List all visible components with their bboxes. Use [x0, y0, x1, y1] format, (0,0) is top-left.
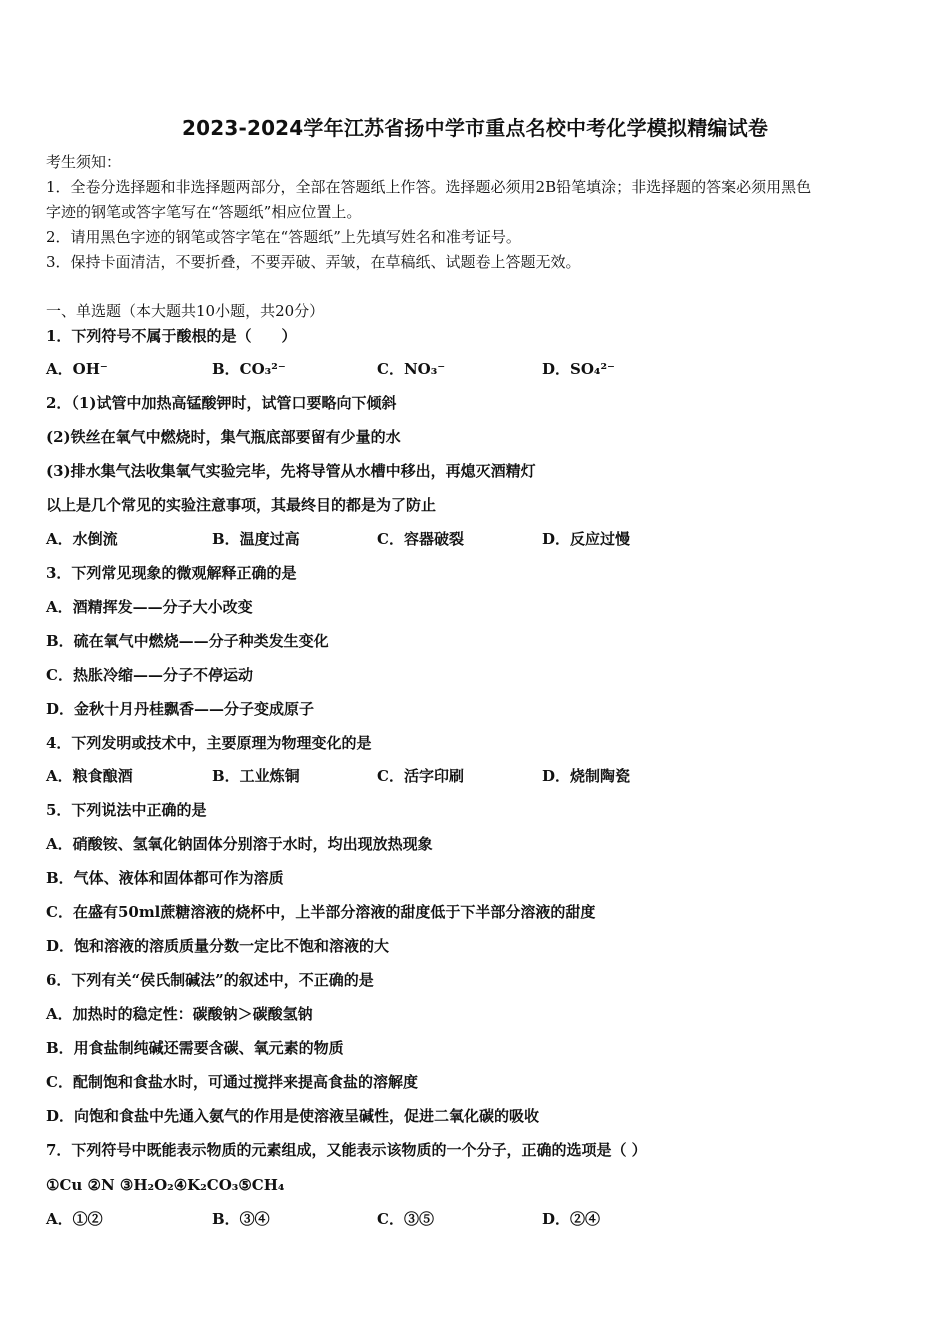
q6-stem: 6．下列有关“侯氏制碱法”的叙述中，不正确的是	[46, 971, 374, 989]
q4-option-c: C．活字印刷	[377, 767, 464, 785]
q5-stem: 5．下列说法中正确的是	[46, 801, 207, 819]
q7-option-d: D．②④	[542, 1210, 601, 1228]
q2-line-3: (3)排水集气法收集氧气实验完毕，先将导管从水槽中移出，再熄灭酒精灯	[46, 462, 536, 480]
notice-item-1-cont: 字迹的钢笔或答字笔写在“答题纸”相应位置上。	[46, 203, 362, 221]
q2-line-2: (2)铁丝在氧气中燃烧时，集气瓶底部要留有少量的水	[46, 428, 401, 446]
q6-option-a: A．加热时的稳定性：碳酸钠＞碳酸氢钠	[46, 1005, 313, 1023]
q2-line-4: 以上是几个常见的实验注意事项，其最终目的都是为了防止	[46, 496, 437, 514]
q5-option-a: A．硝酸铵、氢氧化钠固体分别溶于水时，均出现放热现象	[46, 835, 433, 853]
q6-option-d: D．向饱和食盐中先通入氨气的作用是使溶液呈碱性，促进二氧化碳的吸收	[46, 1107, 540, 1125]
q2-option-d: D．反应过慢	[542, 530, 631, 548]
q3-option-a: A．酒精挥发——分子大小改变	[46, 598, 253, 616]
q7-symbol-list: ①Cu ②N ③H₂O₂④K₂CO₃⑤CH₄	[46, 1176, 285, 1194]
q2-option-a: A．水倒流	[46, 530, 118, 548]
q2-option-c: C．容器破裂	[377, 530, 464, 548]
q4-option-d: D．烧制陶瓷	[542, 767, 631, 785]
q1-option-b: B．CO₃²⁻	[212, 360, 286, 378]
q3-stem: 3．下列常见现象的微观解释正确的是	[46, 564, 297, 582]
q5-option-d: D．饱和溶液的溶质质量分数一定比不饱和溶液的大	[46, 937, 390, 955]
q6-option-b: B．用食盐制纯碱还需要含碳、氧元素的物质	[46, 1039, 344, 1057]
q2-option-b: B．温度过高	[212, 530, 300, 548]
notice-heading: 考生须知：	[46, 153, 122, 171]
q4-option-b: B．工业炼铜	[212, 767, 300, 785]
notice-item-2: 2．请用黑色字迹的钢笔或答字笔在“答题纸”上先填写姓名和准考证号。	[46, 228, 521, 246]
q6-option-c: C．配制饱和食盐水时，可通过搅拌来提高食盐的溶解度	[46, 1073, 418, 1091]
q7-option-c: C．③⑤	[377, 1210, 434, 1228]
q3-option-d: D．金秋十月丹桂飘香——分子变成原子	[46, 700, 315, 718]
q2-stem: 2．（1)试管中加热高锰酸钾时，试管口要略向下倾斜	[46, 394, 397, 412]
q7-option-a: A．①②	[46, 1210, 103, 1228]
q4-stem: 4．下列发明或技术中，主要原理为物理变化的是	[46, 734, 372, 752]
q4-option-a: A．粮食酿酒	[46, 767, 133, 785]
q1-option-c: C．NO₃⁻	[377, 360, 446, 378]
q5-option-b: B．气体、液体和固体都可作为溶质	[46, 869, 284, 887]
q7-stem: 7．下列符号中既能表示物质的元素组成，又能表示该物质的一个分子，正确的选项是（ ）	[46, 1141, 647, 1159]
q1-stem: 1．下列符号不属于酸根的是（ ）	[46, 327, 297, 345]
exam-title: 2023-2024学年江苏省扬中学市重点名校中考化学模拟精编试卷	[181, 116, 769, 140]
notice-item-1: 1．全卷分选择题和非选择题两部分，全部在答题纸上作答。选择题必须用2B铅笔填涂；非选择题的答案必须用黑色	[46, 178, 812, 196]
q3-option-c: C．热胀冷缩——分子不停运动	[46, 666, 253, 684]
q1-option-a: A．OH⁻	[46, 360, 108, 378]
q7-option-b: B．③④	[212, 1210, 270, 1228]
q1-option-d: D．SO₄²⁻	[542, 360, 615, 378]
q5-option-c: C．在盛有50ml蔗糖溶液的烧杯中，上半部分溶液的甜度低于下半部分溶液的甜度	[46, 903, 596, 921]
notice-item-3: 3．保持卡面清洁，不要折叠，不要弄破、弄皱，在草稿纸、试题卷上答题无效。	[46, 253, 581, 271]
section-heading: 一、单选题（本大题共10小题，共20分）	[46, 302, 325, 320]
q3-option-b: B．硫在氧气中燃烧——分子种类发生变化	[46, 632, 329, 650]
